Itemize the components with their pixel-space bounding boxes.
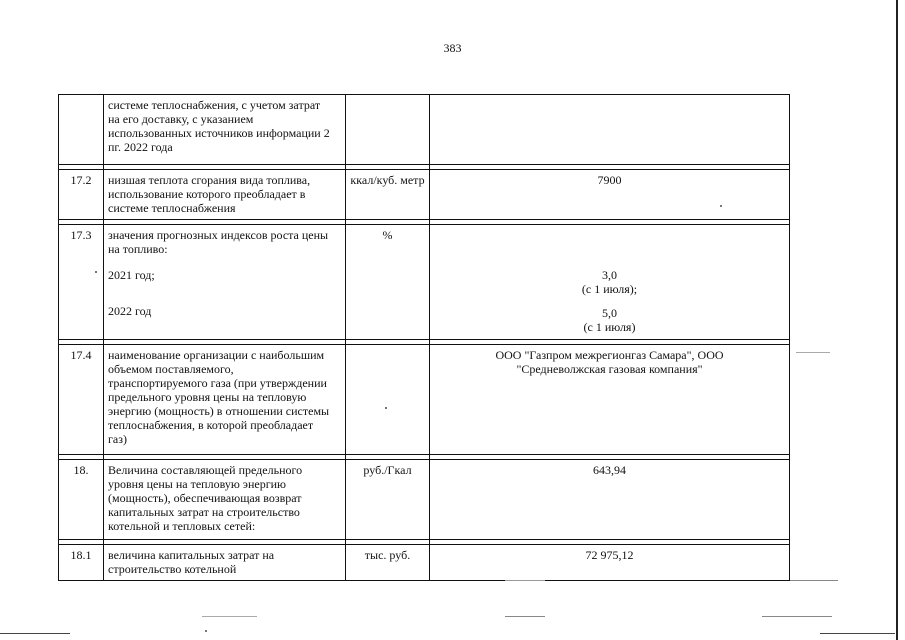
row-description bbox=[104, 170, 346, 220]
index-note: (с 1 июля); bbox=[581, 282, 638, 296]
scan-artifact bbox=[790, 580, 838, 581]
row-value bbox=[430, 545, 790, 581]
table-row bbox=[59, 95, 790, 165]
table-row bbox=[59, 460, 790, 540]
table-row bbox=[59, 345, 790, 455]
description-line: уровня цены на тепловую энергию bbox=[108, 477, 286, 491]
scan-artifact bbox=[720, 205, 722, 207]
year-label: 2021 год; bbox=[108, 268, 155, 282]
description-line: на его доставку, с указанием bbox=[108, 112, 254, 126]
row-description bbox=[104, 225, 346, 340]
table-row bbox=[59, 170, 790, 220]
row-number: 18.1 bbox=[59, 545, 104, 581]
value-line: 72 975,12 bbox=[585, 548, 634, 562]
table-row bbox=[59, 545, 790, 581]
description-line: системе теплоснабжения bbox=[108, 201, 236, 215]
row-number: 18. bbox=[59, 460, 104, 540]
row-number: 17.3 bbox=[59, 225, 104, 340]
scan-artifact bbox=[202, 616, 257, 617]
description-line: системе теплоснабжения, с учетом затрат bbox=[108, 98, 321, 112]
description-line: использование которого преобладает в bbox=[108, 187, 306, 201]
value-line: ООО "Газпром межрегионгаз Самара", ООО bbox=[495, 348, 724, 362]
row-description bbox=[104, 345, 346, 455]
description-line: использованных источников информации 2 bbox=[108, 126, 330, 140]
description-line: капитальных затрат на строительство bbox=[108, 505, 300, 519]
page-edge-line bbox=[896, 0, 898, 640]
description-line: строительство котельной bbox=[108, 562, 237, 576]
row-value bbox=[430, 170, 790, 220]
description-line: пг. 2022 года bbox=[108, 140, 173, 154]
value-line: 643,94 bbox=[593, 463, 626, 477]
table-row bbox=[59, 225, 790, 340]
value-line: 7900 bbox=[597, 173, 622, 187]
row-value bbox=[430, 460, 790, 540]
row-number: 17.2 bbox=[59, 170, 104, 220]
description-line: на топливо: bbox=[108, 242, 168, 256]
description-line: значения прогнозных индексов роста цены bbox=[108, 228, 329, 242]
scan-artifact bbox=[505, 616, 545, 617]
description-line: теплоснабжения, в которой преобладает bbox=[108, 418, 314, 432]
scan-artifact bbox=[385, 407, 387, 409]
row-unit bbox=[346, 95, 430, 165]
scan-artifact bbox=[0, 633, 70, 634]
row-value bbox=[430, 345, 790, 455]
description-line: низшая теплота сгорания вида топлива, bbox=[108, 173, 311, 187]
row-number bbox=[59, 95, 104, 165]
index-value: 3,0 bbox=[602, 268, 617, 282]
description-line: предельного уровня цены на тепловую bbox=[108, 390, 307, 404]
row-unit: руб./Гкал bbox=[346, 460, 430, 540]
row-value bbox=[430, 95, 790, 165]
row-unit: ккал/куб. метр bbox=[346, 170, 430, 220]
year-label: 2022 год bbox=[108, 304, 152, 318]
description-line: энергию (мощность) в отношении системы bbox=[108, 404, 330, 418]
scan-artifact bbox=[762, 616, 832, 617]
scan-artifact bbox=[505, 580, 545, 581]
row-value bbox=[430, 225, 790, 340]
index-note: (с 1 июля) bbox=[583, 320, 636, 334]
index-value: 5,0 bbox=[602, 306, 617, 320]
description-line: величина капитальных затрат на bbox=[108, 548, 275, 562]
description-line: объемом поставляемого, bbox=[108, 362, 234, 376]
description-line: котельной и тепловых сетей: bbox=[108, 519, 256, 533]
scan-artifact bbox=[796, 352, 830, 353]
row-unit: % bbox=[346, 225, 430, 340]
row-unit: тыс. руб. bbox=[346, 545, 430, 581]
row-number: 17.4 bbox=[59, 345, 104, 455]
page-number: 383 bbox=[443, 41, 462, 55]
tariff-table bbox=[58, 94, 790, 581]
description-line: наименование организации с наибольшим bbox=[108, 348, 325, 362]
row-description bbox=[104, 545, 346, 581]
value-line: "Средневолжская газовая компания" bbox=[516, 362, 703, 376]
row-description bbox=[104, 460, 346, 540]
description-line: газ) bbox=[108, 432, 127, 446]
scan-artifact bbox=[205, 630, 207, 632]
row-description bbox=[104, 95, 346, 165]
row-unit bbox=[346, 345, 430, 455]
description-line: транспортируемого газа (при утверждении bbox=[108, 376, 327, 390]
description-line: Величина составляющей предельного bbox=[108, 463, 303, 477]
description-line: (мощность), обеспечивающая возврат bbox=[108, 491, 302, 505]
scan-artifact bbox=[820, 633, 895, 634]
scan-artifact bbox=[95, 271, 97, 273]
